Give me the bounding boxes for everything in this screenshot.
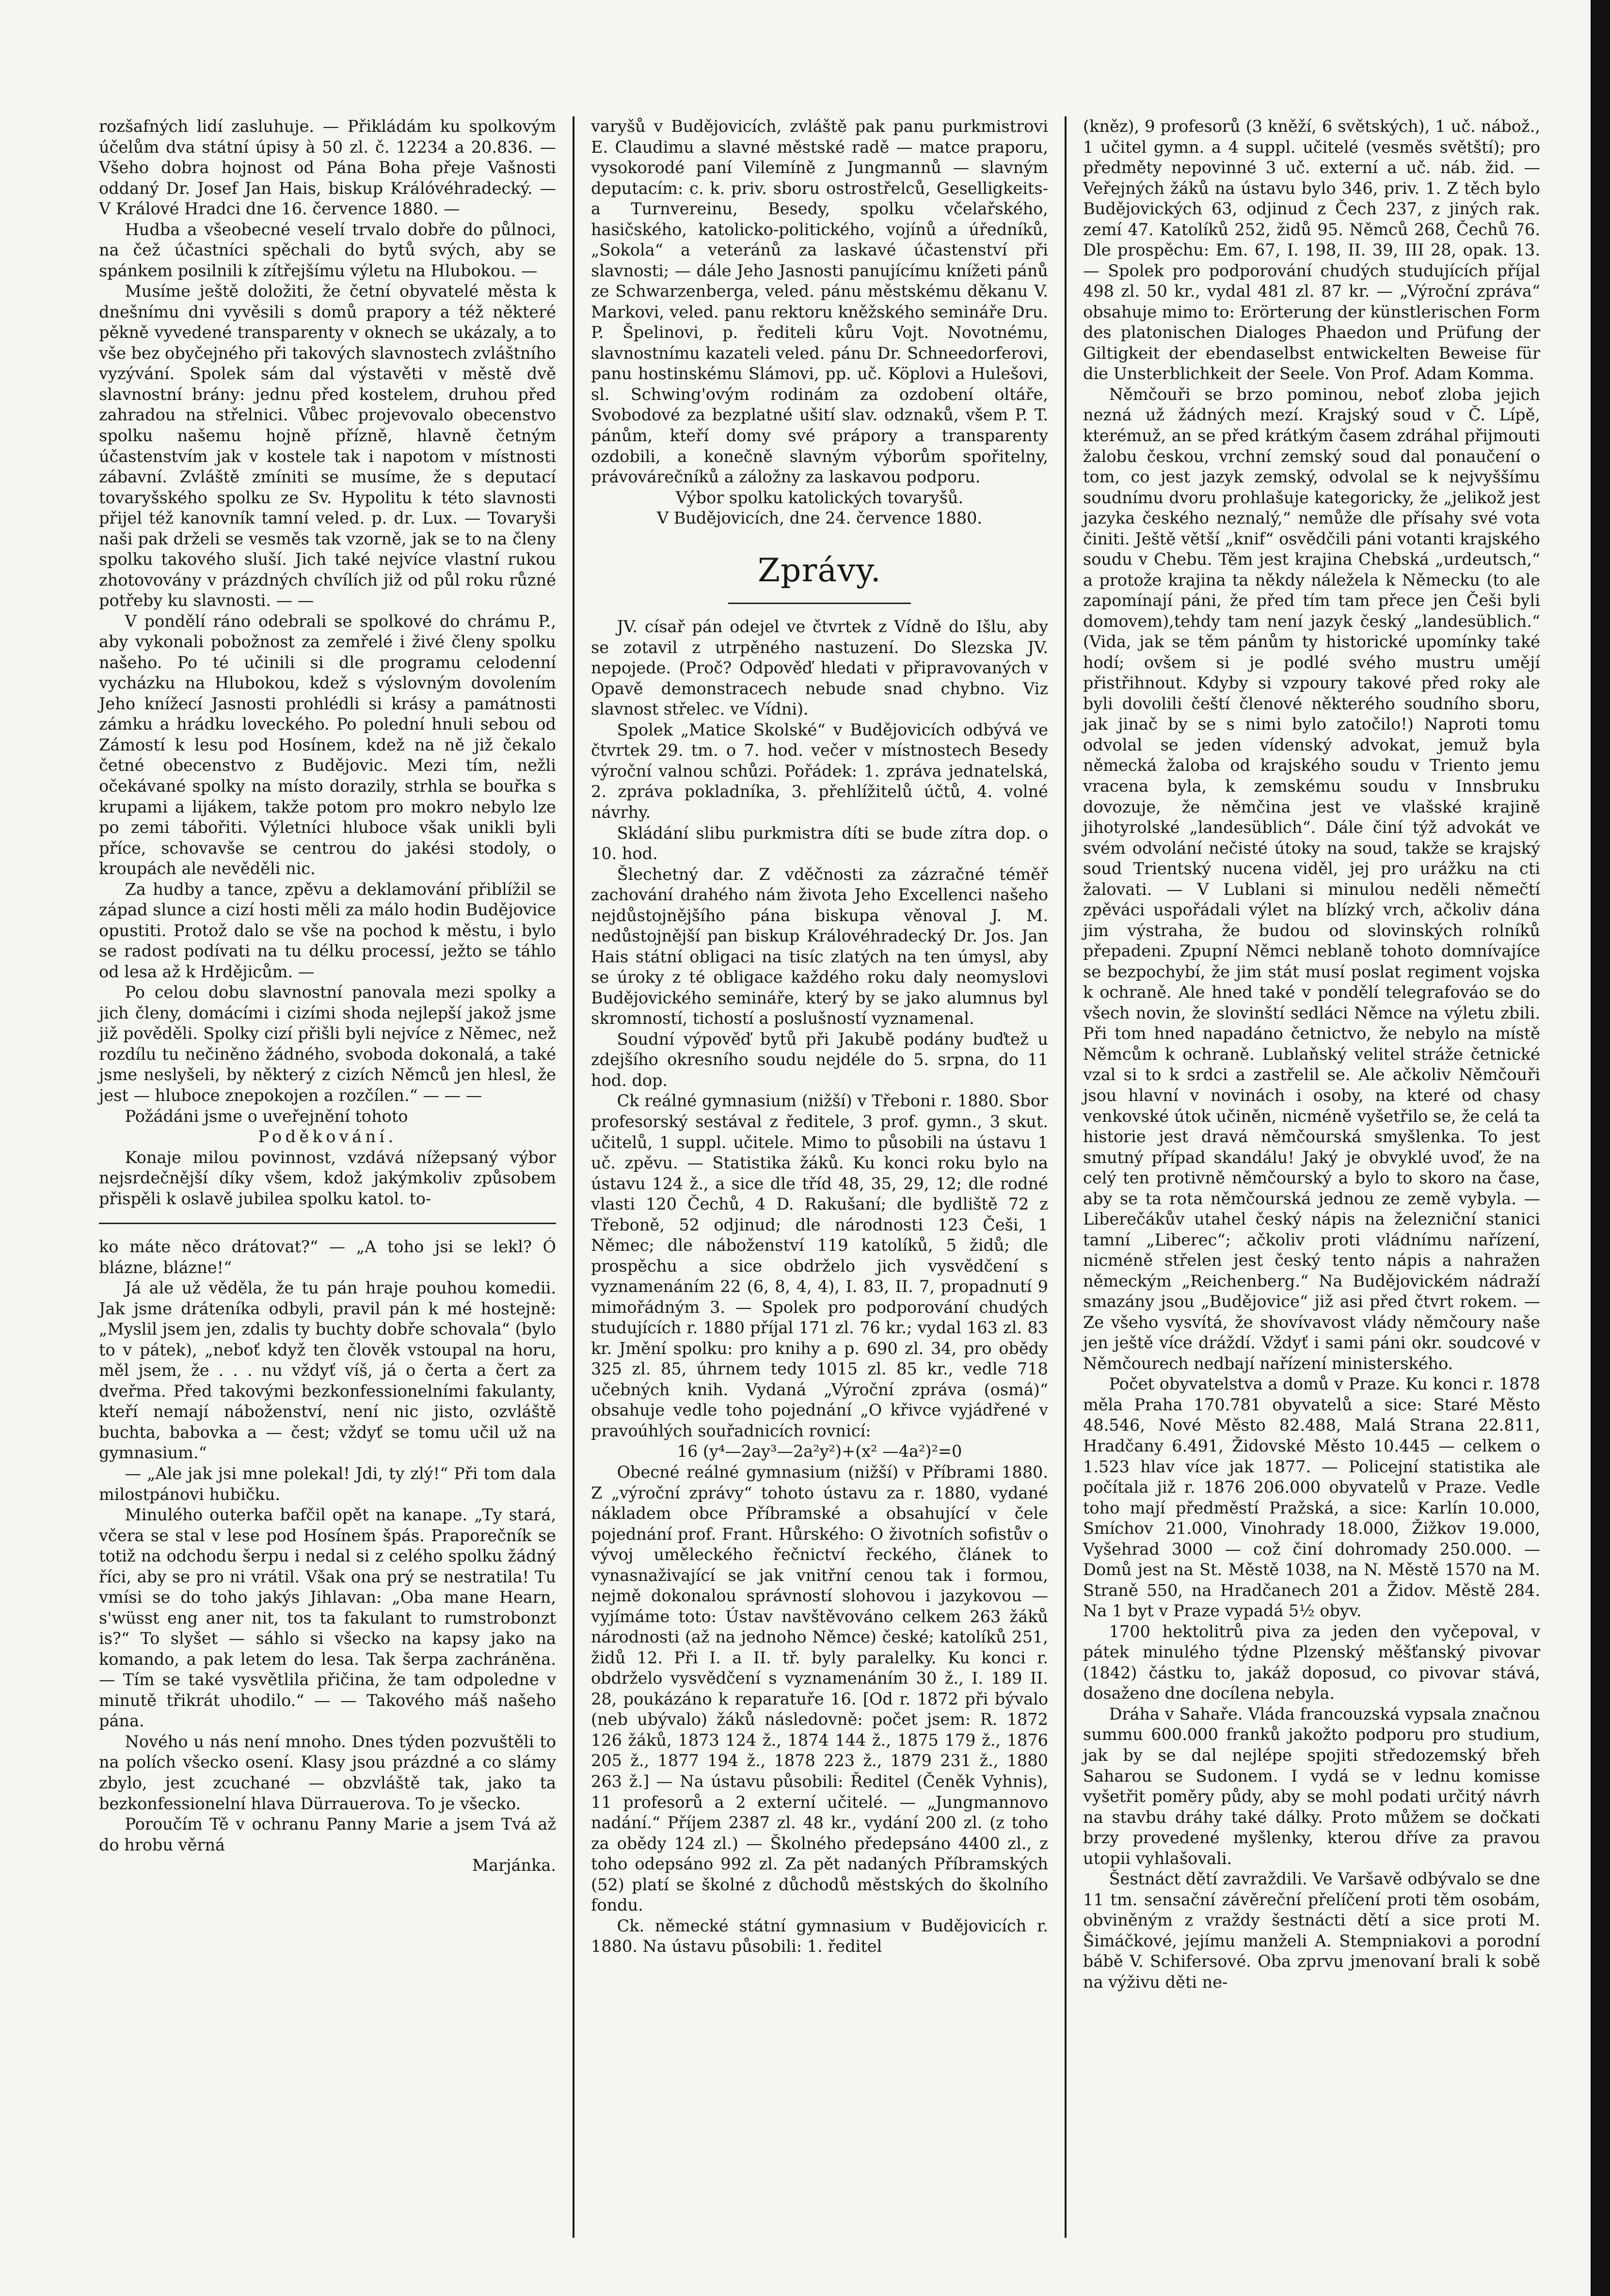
paragraph: 1700 hektolitrů piva za jeden den vyčepoval, v pátek minulého týdne Plzenský měšťanský pivovar (1842) částku to, jakáž doposud, co pivovar stává, dosaženo dne docílena nebyla. [1083, 1622, 1540, 1703]
paragraph: Já ale už věděla, že tu pán hraje pouhou komedii. Jak jsme dráteníka odbyli, pravil pán k mé hostejně: „Myslil jsem jen, zdalis ty buchty dobře schovala“ (bylo to v pátek), „neboť když ten člověk vstoupal na horu, měl jsem, že . . . nu vždyť víš, já o čerta a čert za dveřma. Před takovými bezkonfessionelními fakulanty, kteří nemají náboženství, není nic jisto, ozvláště buchta, babovka a — čest; vždyť se tomu učil už na gymnasium.“ [99, 1278, 556, 1463]
paragraph: JV. císař pán odejel ve čtvrtek z Vídně do Išlu, aby se zotavil z utrpěného nastuzení. Do Slezska JV. nepojede. (Proč? Odpověď hledati v připravovaných v Opavě demonstracech nebude snad chybno. Viz slavnost střelec. ve Vídni). [591, 617, 1048, 719]
heading-rule [728, 603, 911, 604]
signature-line: Výbor spolku katolických tovaryšů. [675, 488, 964, 507]
paragraph: Ck reálné gymnasium (nižší) v Třeboni r. 1880. Sbor profesorský sestával z ředitele, 3 prof. gymn., 3 skut. učitelů, 1 suppl. učitele. Mimo to působili na ústavu 1 uč. zpěvu. — Statistika žáků. Ku konci roku bylo na ústavu 124 ž., a sice dle tříd 48, 35, 29, 12; dle rodné vlasti 120 Čechů, 4 D. Rakušaní; dle bydliště 72 z Třeboně, 52 odjinud; dle národnosti 123 Češi, 1 Němec; dle náboženství 119 katolíků, 5 židů; dle prospěchu a sice obdrželo jich vysvědčení s vyznamenáním 22 (6, 8, 4, 4), I. 83, II. 7, propadnutí 9 mimořádným 3. — Spolek pro podporování chudých studujících r. 1880 příjal 171 zl. 76 kr.; vydal 163 zl. 83 kr. Jmění spolku: pro knihy a p. 690 zl. 34, pro obědy 325 zl. 85, úhrnem tedy 1015 zl. 85 kr., vedle 718 učebných knih. Vydaná „Výroční zpráva (osmá)“ obsahuje vedle toho pojednání „O křivce vyjádřené v pravoúhlých souřadnicích rovnicí: [591, 1091, 1048, 1440]
paragraph: Ck. německé státní gymnasium v Budějovicích r. 1880. Na ústavu působili: 1. ředitel [591, 1916, 1048, 1956]
thanks-heading: Poděkování. [258, 1127, 397, 1147]
paragraph: Minulého outerka bafčil opět na kanape. „Ty stará, včera se stal v lese pod Hosínem špás. Praporečník se totiž na odchodu šerpu i nedal si z celého spolku žádný říci, aby se pro ni vrátil. Však ona prý se nestratila! Tu vmísi se do toho jakýs Jihlavan: „Oba mane Hearn, s'wüsst eng aner nit, tos ta fakulant to rumstrobonzt is?“ To slyšet — sáhlo si všecko na kapsy jako na komando, a pak letem do lesa. Tak šerpa zachráněna. — Tím se také vysvětlila přičina, že tam odpoledne v minutě třikrát uhodilo.“ — — Takového máš našeho pána. [99, 1505, 556, 1731]
column-middle [573, 116, 1065, 2238]
paragraph: Spolek „Matice Skolské“ v Budějovicích odbývá ve čtvrtek 29. tm. o 7. hod. večer v místnostech Besedy výroční valnou schůzi. Pořádek: 1. zpráva jednatelská, 2. zpráva pokladníka, 3. přehlížitelů účtů, 4. volné návrhy. [591, 720, 1048, 822]
section-heading: Zprávy. [757, 551, 882, 589]
paragraph: Němčouři se brzo pominou, neboť zloba jejich nezná už žádných mezí. Krajský soud v Č. Lípě, kterémuž, an se před krátkým časem zdráhal přijmouti žalobu českou, vrchní zemský soud dal ponaučení o tom, co jest jazyk zemský, odvolal se k nejvyššímu soudnímu dvoru prohlašuje kategoricky, že „jelikož jest jazyka českého neznalý,“ nemůže dle přísahy své vota činiti. Ještě větší „knif“ osvědčili páni votanti krajského soudu v Chebu. Těm jest krajina Chebská „urdeutsch,“ a protože krajina ta někdy náležela k Německu (to ale zapomínají páni, že před tím tam přece jen Češi byli domovem),tehdy tam není jazyk český „landesüblich.“ (Vida, jak se těm pánům ty historické upomínky také hodí; ovšem si je podlé svého mustru umějí přistřihnout. Kdyby si vzpoury takové před roky ale byli dovolili čeští členové některého soudního sboru, jak jinač by se s nimi bylo zatočilo!) Naproti tomu odvolal se jeden vídenský advokat, jemuž byla německá žaloba od krajského soudu v Triento jemu vracena byla, k zemskému soudu v Innsbruku dovozuje, že němčina jest ve vlašské krajině jihotyrolské „landesüblich“. Dále činí týž advokát ve svém odvolání nečisté útoky na soud, takže se krajský soud Trientský nucena viděl, jej pro urážku na cti žalovati. — V Lublani si minulou neděli němečtí zpěváci uspořádali výlet na blízký vrch, ačkoliv dána jim výstraha, že budou od slovinských rolníků přepadeni. Zpupní Němci neblaně tohoto domnívajíce se bezpochybí, že jim stát musí poslat regiment vojska k ochraně. Ale hned také v pondělí telegrafováo se do všech novin, že slovinští sedláci Němce na výletu zbili. Při tom hned napadáno četnictvo, že nebylo na místě Němcům k ochraně. Lublaňský velitel stráže četnické vzal si to k srdci a zastřelil se. Ale ačkoliv Němčouři jsou hlavní v novinách i osoby, na které od chasy venkovské útok učiněn, nicméně vyšetřilo se, že celá ta historie jest dravá němčourská smyšlenka. To jest smutný případ skandálu! Jaký je obvyklé uvoď, že na celý ten protivně němčourský a bylo to skoro na čase, aby se ta rota němčourská jednou ze země vybyla. — Liberečákův utahel český nápis na železniční stanici tamní „Liberec“; ačkoliv proti vládnímu nařízení, nicméně střelen jest český tento nápis a nahražen německým „Reichenberg.“ Na Budějovickém nádraží smazány jsou „Budějovice“ již asi před čtvrt rokem. — Ze všeho vysvítá, že shovívavost vlády němčoury naše jen ještě více dráždí. Vždyť i sami páni okr. soudcové v Němčourech nedbají nařízení ministerského. [1083, 384, 1540, 1373]
paragraph: Hudba a všeobecné veselí trvalo dobře do půlnoci, na čež účastníci spěchali do bytů svých, aby se spánkem posilnili k zítřejšímu výletu na Hlubokou. — [99, 220, 556, 280]
column-left [82, 116, 573, 2238]
paragraph: Šlechetný dar. Z vděčnosti za zázračné téměř zachování drahého nám života Jeho Excellenci našeho nejdůstojnějšího pána biskupa věnoval J. M. nedůstojnější pan biskup Královéhradecký Dr. Jos. Jan Hais státní obligaci na tisíc zlatých na ten úmysl, aby se úroky z té obligace každého roku daly neomyslovi Budějovického semináře, který by se jako alumnus byl skromností, tichostí a poslušností vyznamenal. [591, 864, 1048, 1028]
date-line: V Budějovicích, dne 24. července 1880. [656, 509, 983, 528]
column-right [1065, 116, 1557, 2238]
paragraph: Poroučím Tě v ochranu Panny Marie a jsem Tvá až do hrobu věrná [99, 1815, 556, 1854]
paragraph: Šestnáct dětí zavraždili. Ve Varšavě odbývalo se dne 11 tm. sensační závěreční přelíčení proti těm osobám, obviněným z vraždy šestnácti dětí a sice proti M. Šimáčkové, jejímu manželi A. Stempniakovi a porodní bábě V. Schifersové. Oba zprvu jmenovaní brali k sobě na výživu děti ne- [1083, 1869, 1540, 1992]
paragraph: Obecné reálné gymnasium (nižší) v Příbrami 1880. Z „výroční zprávy“ tohoto ústavu za r. 1880, vydané nákladem obce Příbramské a obsahující v čele pojednání prof. Frant. Hůrského: O životních sofistův o vývoj uměleckého řečnictví řeckého, článek to vynasnaživající se jak vnitřní cenou tak i formou, nejmě dokonalou správností slohovou i jazykovou — vyjímáme toto: Ústav navštěvováno celkem 263 žáků národnosti (až na jednoho Němce) české; katolíků 251, židů 12. Při I. a II. tř. byly paralelky. Ku konci r. obdrželo vysvědčení s vyznamenáním 30 ž., I. 189 II. 28, poukázáno k reparatuře 16. [Od r. 1872 při bývalo (neb ubývalo) žáků následovně: počet jsem: R. 1872 126 žáků, 1873 124 ž., 1874 144 ž., 1875 179 ž., 1876 205 ž., 1877 194 ž., 1878 223 ž., 1879 231 ž., 1880 263 ž.] — Na ústavu působili: Ředitel (Čeněk Vyhnis), 11 profesorů a 2 externí učitelé. — „Jungmannovo nadání.“ Příjem 2387 zl. 48 kr., vydání 200 zl. (z toho za obědy 124 zl.) — Školného předepsáno 4400 zl., z toho odepsáno 992 zl. Za pět nadaných Příbramských (52) platí se školné z důchodů městských do školního fondu. [591, 1463, 1048, 1915]
paragraph: Dráha v Sahaře. Vláda francouzská vypsala značnou summu 600.000 franků jakožto podporu pro studium, jak by se dal nejlépe spojiti středozemský břeh Saharou se Sudonem. I vydá se v lednu komisse vyšetřit poměry půdy, aby se mohl podati určitý návrh na stavbu dráhy také dálky. Proto můžem se dočkati brzy provedené myšlenky, kterou dříve za pravou utopii vyhlašovali. [1083, 1704, 1540, 1868]
paragraph: ko máte něco drátovat?“ — „A toho jsi se lekl? Ó blázne, blázne!“ [99, 1237, 556, 1277]
equation: 16 (y⁴—2ay³—2a²y²)+(x² —4a²)²=0 [677, 1442, 962, 1461]
signature: Marjánka. [472, 1856, 556, 1875]
paragraph: Po celou dobu slavnostní panovala mezi spolky a jich členy, domácími i cizími shoda nejlepší jakož jsme již pověděli. Spolky cizí přišli byli nejvíce z Němec, než rozdílu tu nečiněno žádného, svoboda dokonalá, a také jsme neslyšeli, by některý z cizích Němců jen hlesl, že jest — hluboce znepokojen a rozčílen.“ — — — [99, 983, 556, 1105]
paragraph: Musíme ještě doložiti, že četní obyvatelé města k dnešnímu dni vyvěsili s domů prapory a též některé pěkně vyvedené transparenty v oknech se ukázaly, a to vše bez obyčejného při takových slavnostech zvláštního vyzývání. Spolek sám dal výstavěti v městě dvě slavnostní brány: jednu před kostelem, druhou před zahradou na střelnici. Vůbec projevovalo obecenstvo spolku našemu hojně přízně, hlavně četným účastenstvím jak v kostele tak i napotom v místnosti zábavní. Zvláště zmíniti se musíme, že s deputací tovaryšského spolku ze Sv. Hypolitu k této slavnosti přijel též kanovník tamní veled. p. dr. Lux. — Tovaryši naši pak drželi se vesměs tak vzorně, jak se to na členy spolku takového sluší. Jich také nejvíce vlastní rukou zhotovovány v prázdných chvílích již od půl roku různé potřeby ku slavnosti. — — [99, 282, 556, 610]
paragraph: — „Ale jak jsi mne polekal! Jdi, ty zlý!“ Při tom dala milostpánovi hubičku. [99, 1464, 556, 1504]
paragraph: Konaje milou povinnost, vzdává nížepsaný výbor nejsrdečnější díky všem, kdož jakýmkoliv způsobem přispěli k oslavě jubilea spolku katol. to- [99, 1148, 556, 1208]
paragraph: V pondělí ráno odebrali se spolkové do chrámu P., aby vykonali pobožnost za zemřelé i živé členy spolku našeho. Po té učinili si dle programu celodenní vycházku na Hlubokou, kdež s výslovným dovolením Jeho knížecí Jasnosti prohlédli si krásy a památnosti zámku a hrádku loveckého. Po polední hnuli sebou od Zámostí k lesu pod Hosínem, kdež na ně již čekalo četné obecenstvo z Budějovic. Mezi tím, nežli očekávané spolky na místo dorazily, strhla se bouřka s krupami a lijákem, takže potom pro mokro nebylo lze po zemi tábořiti. Výletníci hluboce však unikli byli příce, schovavše se centrou do jakési stodoly, o kroupách ale nevěděli nic. [99, 611, 556, 878]
paragraph: Za hudby a tance, zpěvu a deklamování přiblížil se západ slunce a cizí hosti měli za málo hodin Budějovice opustiti. Protož dalo se vše na pochod k městu, i bylo se radost podívati na tu délku processí, ježto se táhlo od lesa až k Hrdějicům. — [99, 879, 556, 981]
paragraph: (kněz), 9 profesorů (3 kněží, 6 světských), 1 uč. nábož., 1 učitel gymn. a 4 suppl. učitelé (vesměs světští); pro předměty nepovinné 3 uč. externí a uč. náb. žid. — Veřejných žáků na ústavu bylo 346, priv. 1. Z těch bylo Budějovických 63, odjinud z Čech 237, z jiných rak. zemí 47. Katolíků 252, židů 95. Němců 268, Čechů 76. Dle prospěchu: Em. 67, I. 198, II. 39, III 28, opak. 13. — Spolek pro podporování chudých studujících příjal 498 zl. 50 kr., vydal 481 zl. 87 kr. — „Výroční zpráva“ obsahuje mimo to: Erörterung der künstlerischen Form des platonischen Dialoges Phaedon und Prüfung der Giltigkeit der ebendaselbst entwickelten Beweise für die Unsterblichkeit der Seele. Von Prof. Adam Komma. [1083, 117, 1540, 383]
section-divider [99, 1223, 556, 1224]
paragraph: Počet obyvatelstva a domů v Praze. Ku konci r. 1878 měla Praha 170.781 obyvatelů a sice: Staré Město 48.546, Nové Město 82.488, Malá Strana 22.811, Hradčany 6.491, Židovské Město 10.445 — celkem o 1.523 hlav více jak 1877. — Policejní statistika ale počítala již r. 1876 206.000 obyvatelů v Praze. Vedle toho mají předměstí Pražská, a sice: Karlín 10.000, Smíchov 21.000, Vinohrady 18.000, Žižkov 19.000, Vyšehrad 3000 — což činí dohromady 250.000. — Domů jest na St. Městě 1038, na N. Městě 1570 na M. Straně 550, na Hradčanech 201 a Židov. Městě 284. Na 1 byt v Praze vypadá 5½ obyv. [1083, 1374, 1540, 1621]
paragraph: Soudní výpověď bytů při Jakubě podány buďtež u zdejšího okresního soudu nejdéle do 5. srpna, do 11 hod. dop. [591, 1029, 1048, 1090]
paragraph: Požádáni jsme o uveřejnění tohoto [125, 1106, 408, 1126]
paragraph: varyšů v Budějovicích, zvláště pak panu purkmistrovi E. Claudimu a slavné městské radě — matce praporu, vysokorodé paní Vilemíně z Jungmannů — slavným deputacím: c. k. priv. sboru ostrostřelců, Geselligkeits- a Turnvereinu, Besedy, spolku včelařského, hasičského, katolicko-politického, vojínů a úředníků, „Sokola“ a veteránů za laskavé účastenství při slavnosti; — dále Jeho Jasnosti panujícímu knížeti pánů ze Schwarzenberga, veled. pánu městskému děkanu V. Markovi, veled. panu rektoru kněžského semináře Dru. P. Špelinovi, p. řediteli kůru Vojt. Novotnému, slavnostnímu kazateli veled. pánu Dr. Schneedorferovi, panu hostinskému Slámovi, pp. uč. Köplovi a Hulešovi, sl. Schwing'ovým rodinám za ozdobení oltáře, Svobodové za bezplatné ušití slav. odznaků, všem P. T. pánům, kteří domy své prápory a transparenty ozdobili, a konečně slavným výborům spořitelny, právovárečníků a záložny za laskavou podporu. [591, 117, 1048, 487]
paragraph: rozšafných lidí zasluhuje. — Přikládám ku spolkovým účelům dva státní úpisy à 50 zl. č. 12234 a 20.836. — Všeho dobra hojnost od Pána Boha přeje Vašnosti oddaný Dr. Josef Jan Hais, biskup Králóvéhradecký. — V Králové Hradci dne 16. července 1880. — [99, 117, 556, 219]
paragraph: Skládání slibu purkmistra díti se bude zítra dop. o 10. hod. [591, 823, 1048, 863]
paragraph: Nového u nás není mnoho. Dnes týden pozvuštěli to na polích všecko osení. Klasy jsou prázdné a co slámy zbylo, jest zcuchané — obzvláště tak, jako ta bezkonfessionelní hlava Dürrauerova. To je všecko. [99, 1732, 556, 1813]
spacer [591, 529, 1048, 543]
